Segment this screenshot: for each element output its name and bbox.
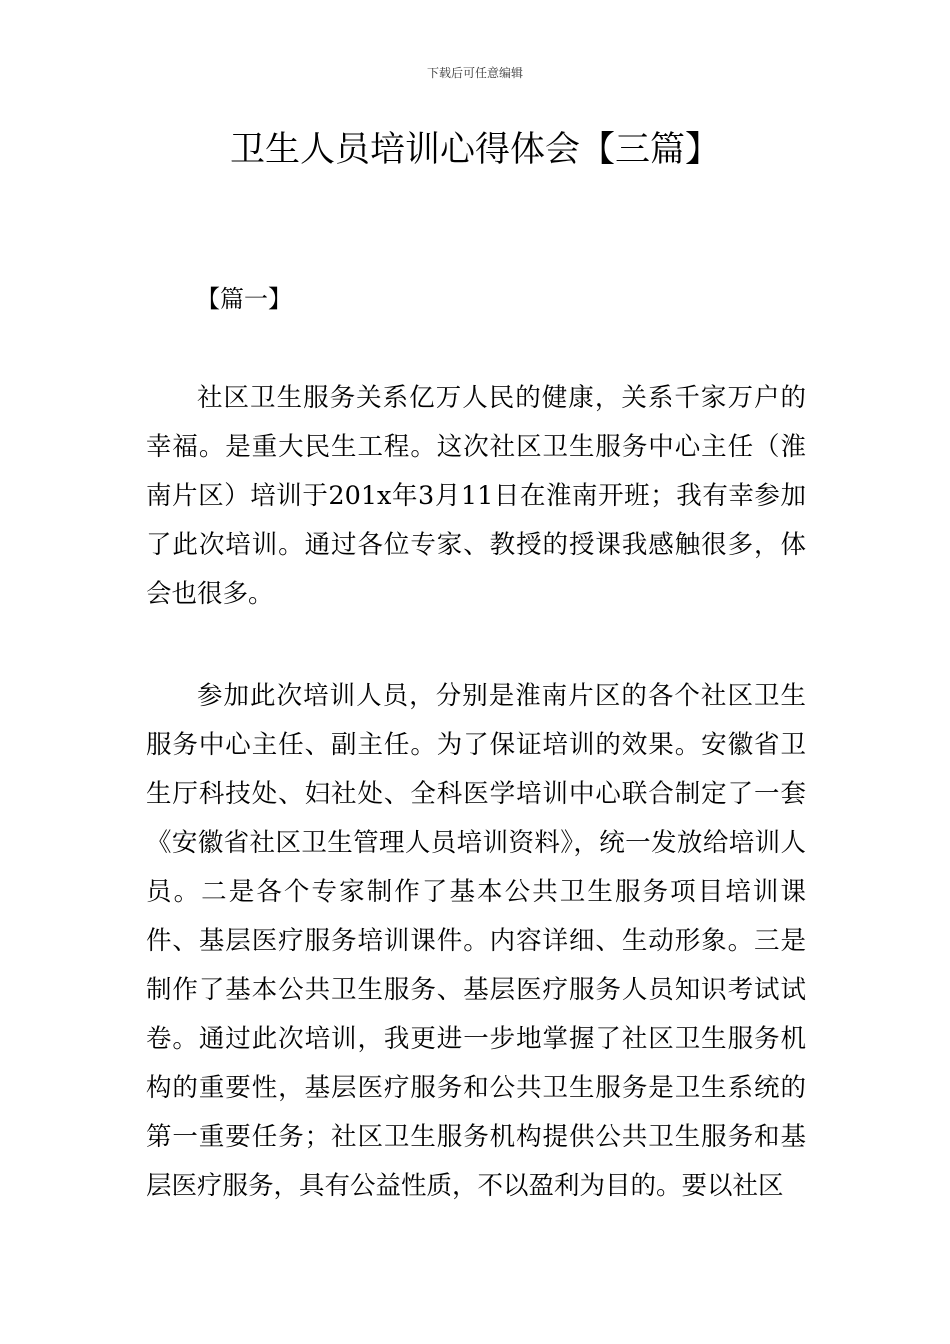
document-title: 卫生人员培训心得体会【三篇】	[229, 130, 720, 170]
header-note: 下载后可任意编辑	[426, 66, 523, 80]
section-heading: 【篇一】	[196, 285, 292, 313]
body-paragraph-2: 参加此次培训人员，分别是淮南片区的各个社区卫生服务中心主任、副主任。为了保证培训的效果。安徽省卫生厅科技处、妇社处、全科医学培训中心联合制定了一套《安徽省社区卫生管理人员培训资料》，统一发放给培训人员。二是各个专家制作了基本公共卫生服务项目培训课件、基层医疗服务培训课件。内容详细、生动形象。三是制作了基本公共卫生服务、基层医疗服务人员知识考试试卷。通过此次培训，我更进一步地掌握了社区卫生服务机构的重要性，基层医疗服务和公共卫生服务是卫生系统的第一重要任务；社区卫生服务机构提供公共卫生服务和基层医疗服务，具有公益性质，不以盈利为目的。要以社区	[146, 681, 806, 1201]
body-paragraph-1: 社区卫生服务关系亿万人民的健康，关系千家万户的幸福。是重大民生工程。这次社区卫生服务中心主任（淮南片区）培训于201x年3月11日在淮南开班；我有幸参加了此次培训。通过各位专家、教授的授课我感触很多，体会也很多。	[146, 383, 806, 609]
